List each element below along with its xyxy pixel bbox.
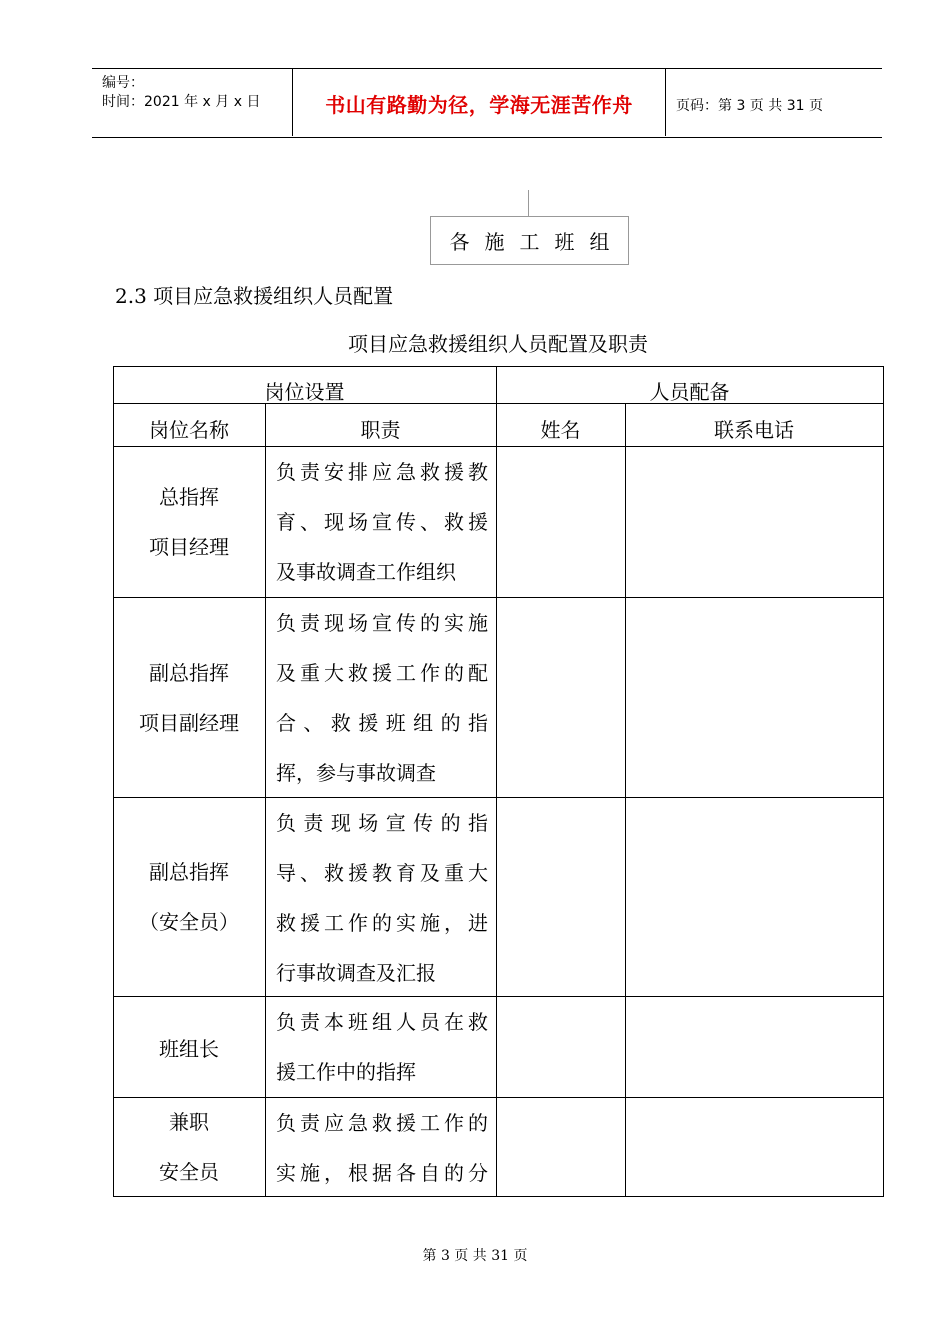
header-motto: 书山有路勤为径，学海无涯苦作舟	[325, 93, 633, 117]
document-time-label: 时间：2021 年 x 月 x 日	[102, 94, 261, 110]
position-line: 班组长	[159, 1036, 219, 1061]
table-row-position	[113, 1098, 265, 1196]
table-border	[265, 403, 266, 1197]
table-row-duties	[276, 447, 488, 597]
table-border	[113, 366, 884, 367]
name-cell	[496, 447, 625, 597]
table-row-position	[113, 598, 265, 797]
duty-line: 及事故调查工作组织	[276, 560, 456, 584]
position-line: 项目副经理	[139, 710, 239, 735]
table-row-duties	[276, 798, 488, 998]
name-cell	[496, 997, 625, 1097]
duty-line: 行事故调查及汇报	[276, 961, 436, 985]
org-chart-box	[430, 216, 629, 265]
duty-line: 育、现场宣传、救援	[276, 510, 488, 534]
position-line: 项目经理	[149, 535, 229, 559]
duty-line: 挥，参与事故调查	[276, 761, 436, 785]
column-header-name: 姓名	[540, 417, 581, 442]
duty-line: 实施，根据各自的分	[276, 1161, 488, 1185]
table-border	[883, 366, 884, 1197]
position-line: 兼职	[169, 1110, 209, 1134]
position-line: （安全员）	[139, 910, 239, 934]
phone-cell	[625, 997, 883, 1097]
table-row-position	[113, 798, 265, 996]
position-line: 副总指挥	[149, 660, 229, 685]
page-footer: 第 3 页 共 31 页	[422, 1248, 528, 1264]
column-header-phone: 联系电话	[714, 417, 794, 442]
position-line: 安全员	[159, 1160, 219, 1184]
duty-line: 合、救援班组的指	[276, 711, 488, 735]
table-row-duties	[276, 598, 488, 798]
org-chart-box-label: 各施工班组	[449, 230, 625, 254]
duty-line: 负责安排应急救援教	[276, 460, 488, 484]
table-row-position	[113, 447, 265, 597]
duty-line: 救援工作的实施，进	[276, 911, 488, 935]
table-row-position	[113, 997, 265, 1097]
table-title: 项目应急救援组织人员配置及职责	[348, 332, 648, 356]
table-row-duties	[276, 997, 488, 1097]
column-header-position-name: 岗位名称	[149, 417, 229, 442]
group-header-staffing: 人员配备	[649, 380, 730, 404]
org-chart-connector	[528, 190, 529, 216]
header-page-number: 页码：第 3 页 共 31 页	[676, 98, 823, 114]
table-row-duties	[276, 1098, 488, 1198]
phone-cell	[625, 598, 883, 797]
document-code-label: 编号：	[102, 75, 144, 91]
position-line: 总指挥	[159, 485, 219, 509]
staffing-table	[113, 366, 884, 1197]
duty-line: 负责本班组人员在救	[276, 1010, 488, 1034]
duty-line: 援工作中的指挥	[276, 1060, 416, 1084]
duty-line: 导、救援教育及重大	[276, 861, 488, 885]
name-cell	[496, 598, 625, 797]
phone-cell	[625, 798, 883, 996]
phone-cell	[625, 447, 883, 597]
header-divider	[665, 68, 666, 136]
duty-line: 负责现场宣传的实施	[276, 611, 488, 635]
duty-line: 负责现场宣传的指	[276, 811, 488, 835]
name-cell	[496, 1098, 625, 1196]
duty-line: 负责应急救援工作的	[276, 1111, 488, 1135]
section-title: 2.3 项目应急救援组织人员配置	[115, 284, 394, 308]
duty-line: 及重大救援工作的配	[276, 661, 488, 685]
group-header-position-setup: 岗位设置	[264, 380, 345, 404]
position-line: 副总指挥	[149, 860, 229, 884]
phone-cell	[625, 1098, 883, 1196]
table-border	[113, 1196, 884, 1197]
name-cell	[496, 798, 625, 996]
column-header-duties: 职责	[360, 417, 401, 442]
